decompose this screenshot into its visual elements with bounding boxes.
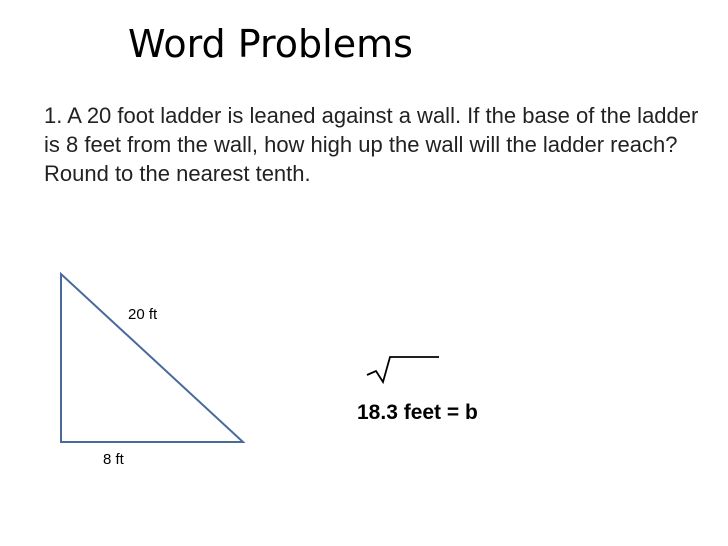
hypotenuse-label: 20 ft [128, 306, 158, 323]
answer-text: 18.3 feet = b [357, 401, 478, 424]
triangle-outline [61, 274, 243, 442]
problem-statement: 1. A 20 foot ladder is leaned against a wall. If the base of the ladder is 8 feet from the wall, how high up the wall will the ladder reach? Round to the nearest tenth. [44, 103, 699, 186]
square-root-symbol [367, 357, 439, 382]
base-label: 8 ft [103, 451, 124, 468]
slide-title: Word Problems [128, 22, 413, 66]
